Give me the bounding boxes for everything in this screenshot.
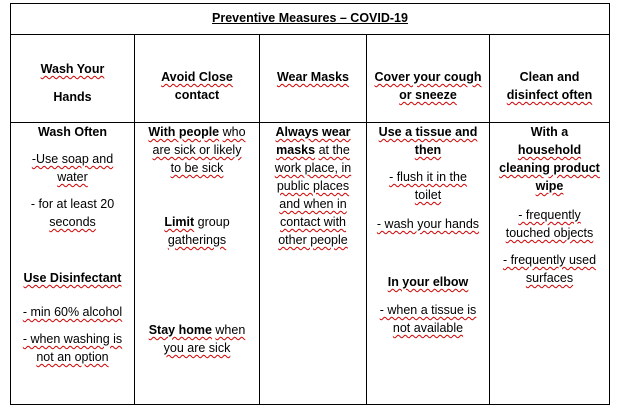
text-line: - flush it in the — [389, 170, 467, 184]
text-line: household — [517, 143, 582, 157]
text-line: and when in — [279, 197, 347, 211]
text-line: public places — [276, 179, 350, 193]
column-header — [11, 35, 134, 123]
column-body — [490, 123, 609, 404]
column-body — [11, 123, 134, 404]
text-line: - when washing is — [22, 332, 123, 346]
header-line: or sneeze — [399, 88, 457, 102]
text-line: - frequently — [518, 208, 581, 222]
column-header — [367, 35, 489, 123]
column-clean-disinfect — [490, 35, 609, 404]
text-line: are sick or likely — [152, 143, 242, 157]
column-header — [260, 35, 366, 123]
text-line: With a — [530, 125, 569, 139]
use-disinfectant-label: Use Disinfectant — [23, 271, 122, 285]
column-header — [490, 35, 609, 123]
column-body — [367, 123, 489, 404]
text-line: With people — [148, 125, 220, 139]
text-line: toilet — [414, 188, 442, 202]
text-line: Limit — [164, 215, 195, 229]
text-line: contact with — [279, 215, 346, 229]
text-line: Always wear — [275, 125, 351, 139]
table-title-row — [11, 4, 609, 35]
text-line: at the — [318, 143, 350, 157]
text-line: group — [197, 215, 230, 229]
text-line: work place, in — [274, 161, 352, 175]
header-line: Cover your cough — [374, 70, 482, 84]
header-line: Avoid Close — [161, 70, 233, 84]
column-cover-cough — [367, 35, 490, 404]
text-line: touched objects — [505, 226, 594, 240]
text-line: - frequently used — [502, 253, 597, 267]
column-wash-hands — [11, 35, 135, 404]
text-line: not an option — [36, 350, 109, 364]
text-line: masks — [276, 143, 316, 157]
header-line: Wash Your — [40, 62, 105, 76]
text-line: then — [414, 143, 442, 157]
text-line: - wash your hands — [376, 217, 480, 231]
column-avoid-contact — [135, 35, 260, 404]
text-line: seconds — [49, 215, 96, 229]
text-line: water — [57, 170, 88, 184]
preventive-measures-table — [10, 3, 610, 405]
text-line: - min 60% alcohol — [22, 305, 123, 319]
wash-often-label: Wash Often — [38, 125, 107, 139]
text-line: wipe — [535, 179, 564, 193]
header-line: Wear Masks — [276, 70, 350, 84]
text-line: other people — [278, 233, 348, 247]
column-body — [135, 123, 259, 404]
column-body — [260, 123, 366, 404]
text-line: -Use soap and — [31, 152, 114, 166]
header-line: Hands — [53, 90, 92, 104]
text-line: not available — [392, 321, 464, 335]
text-line: gatherings — [167, 233, 227, 247]
text-line: - for at least 20 — [30, 197, 115, 211]
text-line: who — [222, 125, 246, 139]
header-line: Clean and — [519, 70, 580, 84]
text-line: when — [215, 323, 246, 337]
text-line: Use a tissue and — [378, 125, 478, 139]
header-line: contact — [174, 88, 220, 102]
text-line: - when a tissue is — [379, 303, 477, 317]
column-header — [135, 35, 259, 123]
text-line: Stay home — [148, 323, 212, 337]
text-line: cleaning product — [499, 161, 600, 175]
text-line: to be sick — [170, 161, 224, 175]
text-line: you are sick — [163, 341, 231, 355]
header-line: disinfect often — [506, 88, 593, 102]
in-your-elbow-label: In your elbow — [387, 275, 469, 289]
text-line: surfaces — [525, 271, 574, 285]
table-title: Preventive Measures – COVID-19 — [212, 11, 408, 25]
column-wear-masks — [260, 35, 367, 404]
